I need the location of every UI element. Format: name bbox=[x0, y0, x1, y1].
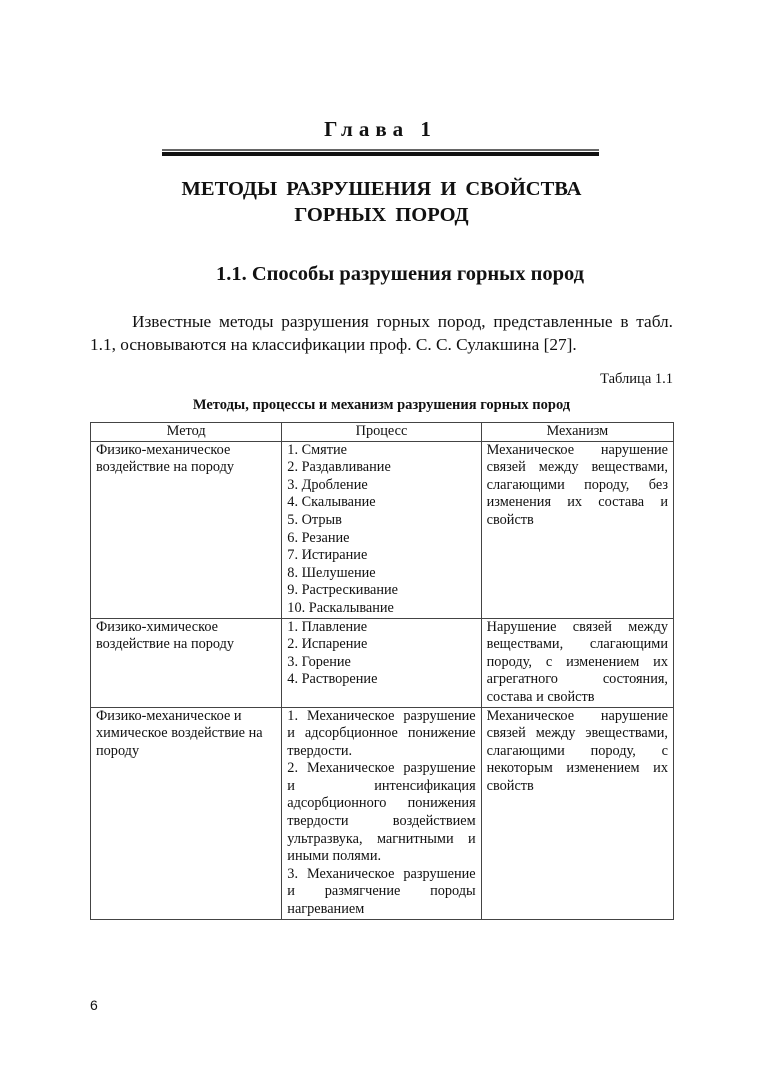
table-header-row bbox=[91, 423, 674, 442]
process-item: 5. Отрыв bbox=[287, 511, 342, 528]
process-item: 2. Испарение bbox=[287, 636, 368, 653]
method-cell: Физико-механическое воздействие на породу bbox=[91, 441, 282, 618]
process-item: 6. Резание bbox=[287, 529, 350, 546]
table-row bbox=[91, 441, 674, 618]
process-item: 4. Скалывание bbox=[287, 494, 376, 511]
header-method: Метод bbox=[91, 423, 282, 442]
method-cell: Физико-химическое воздействие на породу bbox=[91, 618, 282, 707]
divider-thin-line bbox=[162, 149, 599, 151]
process-item: 9. Растрескивание bbox=[287, 582, 399, 599]
section-heading: 1.1. Способы разрушения горных пород bbox=[215, 263, 585, 285]
intro-paragraph bbox=[90, 310, 673, 356]
process-item: 1. Механическое разрушение и адсорбционное понижение твердости. bbox=[287, 707, 476, 759]
process-cell bbox=[282, 441, 481, 618]
process-item: 2. Механическое разрушение и интенсификация адсорбционного понижения твердости воздействием ультразвука, магнитными и иными полями. bbox=[287, 760, 476, 865]
chapter-divider bbox=[162, 149, 599, 156]
mechanism-cell: Механическое нарушение связей между эвеществами, слагающими породу, с некоторым изменением их свойств bbox=[481, 707, 673, 919]
process-item: 3. Механическое разрушение и размягчение породы нагреванием bbox=[287, 865, 476, 918]
divider-thick-line bbox=[162, 152, 599, 156]
process-item: 3. Дробление bbox=[287, 476, 368, 493]
table-label: Таблица 1.1 bbox=[600, 371, 673, 387]
process-item: 3. Горение bbox=[287, 653, 351, 670]
process-cell bbox=[282, 618, 481, 707]
process-item: 4. Растворение bbox=[287, 671, 378, 688]
method-cell: Физико-механическое и химическое воздействие на породу bbox=[91, 707, 282, 919]
mechanism-cell: Нарушение связей между веществами, слагающими породу, с изменением их агрегатного состояния, состава и свойств bbox=[481, 618, 673, 707]
table-row bbox=[91, 618, 674, 707]
chapter-title bbox=[130, 176, 633, 228]
process-cell bbox=[282, 707, 481, 919]
process-item: 1. Смятие bbox=[287, 441, 347, 458]
process-item: 8. Шелушение bbox=[287, 564, 376, 581]
process-item: 1. Плавление bbox=[287, 618, 368, 635]
process-item: 7. Истирание bbox=[287, 547, 368, 564]
process-item: 2. Раздавливание bbox=[287, 459, 391, 476]
mechanism-cell: Механическое нарушение связей между веществами, слагающими породу, без изменения их состава и свойств bbox=[481, 441, 673, 618]
intro-paragraph-text: Известные методы разрушения горных пород, представленные в табл. 1.1, основываются на классификации проф. С. С. Сулакшина [27]. bbox=[90, 312, 673, 354]
header-mechanism: Механизм bbox=[481, 423, 673, 442]
chapter-title-line-2: ГОРНЫХ ПОРОД bbox=[294, 204, 469, 226]
table-caption: Методы, процессы и механизм разрушения горных пород bbox=[192, 397, 571, 413]
header-process: Процесс bbox=[282, 423, 481, 442]
chapter-title-line-1: МЕТОДЫ РАЗРУШЕНИЯ И СВОЙСТВА bbox=[181, 178, 582, 200]
table-row bbox=[91, 707, 674, 919]
methods-table bbox=[90, 422, 674, 920]
chapter-label: Глава 1 bbox=[324, 117, 437, 141]
page-number: 6 bbox=[90, 997, 98, 1013]
process-item: 10. Раскалывание bbox=[287, 599, 394, 616]
